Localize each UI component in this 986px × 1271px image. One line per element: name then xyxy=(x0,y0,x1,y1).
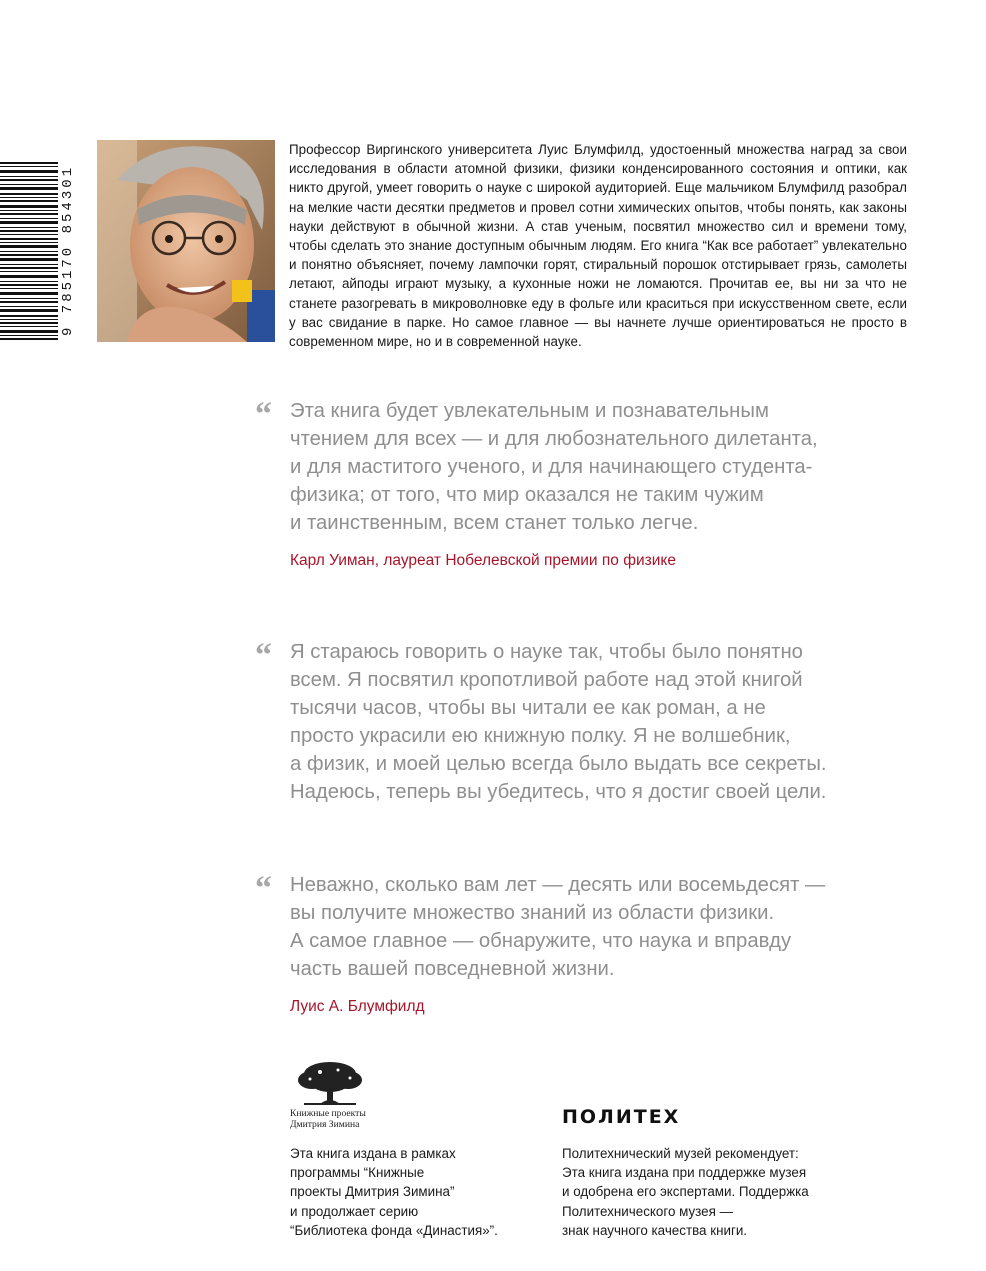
quote-mark-icon: “ xyxy=(255,396,272,433)
quote-mark-icon: “ xyxy=(255,637,272,674)
quote-attribution: Карл Уиман, лауреат Нобелевской премии по физике xyxy=(290,552,676,569)
author-photo xyxy=(97,140,275,342)
isbn-barcode xyxy=(0,150,80,350)
quote-text: Я стараюсь говорить о науке так, чтобы было понятно всем. Я посвятил кропотливой работе над этой книгой тысячи часов, чтобы вы читали ее как роман, а не просто украсили ею книжную полку. Я не волшебник, а физик, и моей целью всегда было выдать все секреты. Надеюсь, теперь вы убедитесь, что я достиг своей цели. xyxy=(290,641,827,803)
politeh-note: Политехнический музей рекомендует: Эта книга издана при поддержке музея и одобрена его экспертами. Поддержка Политехнического музея — знак научного качества книги. xyxy=(562,1146,809,1238)
publisher-logo-text: Книжные проекты Дмитрия Зимина xyxy=(290,1108,366,1130)
quote-mark-icon: “ xyxy=(255,870,272,907)
publisher-note: Эта книга издана в рамках программы “Книжные проекты Дмитрия Зимина” и продолжает серию “Библиотека фонда «Династия»”. xyxy=(290,1146,498,1238)
quote-attribution: Луис А. Блумфилд xyxy=(290,998,425,1015)
politeh-logo: ПОЛИТЕХ xyxy=(562,1106,681,1128)
author-bio: Профессор Виргинского университета Луис Блумфилд, удостоенный множества наград за свои исследования в области атомной физики, физики конденсированного состояния и оптики, как никто другой, умеет говорить о науке с широкой аудиторией. Еще мальчиком Блумфилд разобрал на мелкие части десятки предметов и провел сотни химических опытов, чтобы понять, как законы науки действуют в обычной жизни. А став ученым, посвятил множество сил и времени тому, чтобы сделать это знание доступным обычным людям. Его книга “Как все работает” увлекательно и понятно объясняет, почему лампочки горят, стиральный порошок отстирывает грязь, самолеты летают, айподы играют музыку, а кухонные ножи не ломаются. Прочитав ее, вы ни за что не станете разогревать в микроволновке еду в фольге или краситься при искусственном свете, если у вас свидание в парке. Но самое главное — вы начнете лучше ориентироваться не просто в современном мире, но и в современной науке. xyxy=(289,142,907,350)
author-portrait-image xyxy=(97,140,275,342)
barcode-bars xyxy=(0,150,58,350)
quote-text: Эта книга будет увлекательным и познавательным чтением для всех — и для любознательного дилетанта, и для маститого ученого, и для начинающего студента- физика; от того, что мир оказался не таким чужим и таинственным, всем станет только легче. xyxy=(290,400,818,534)
barcode-digits: 9 785170 854301 xyxy=(60,164,76,336)
quote-text: Неважно, сколько вам лет — десять или восемьдесят — вы получите множество знаний из области физики. А самое главное — обнаружите, что наука и вправду часть вашей повседневной жизни. xyxy=(290,874,826,980)
